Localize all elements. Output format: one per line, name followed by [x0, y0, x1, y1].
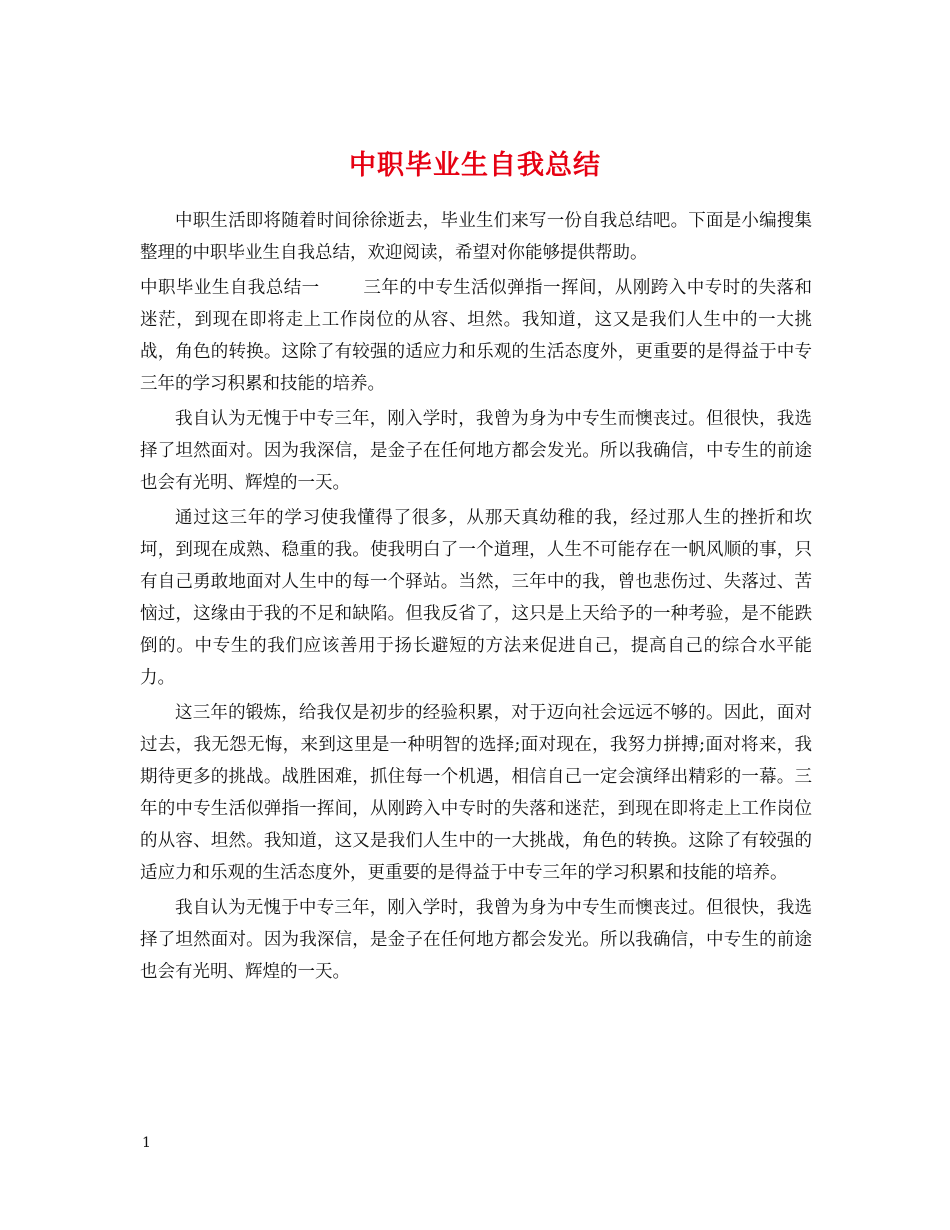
body-paragraph: 我自认为无愧于中专三年，刚入学时，我曾为身为中专生而懊丧过。但很快，我选择了坦然面对。因为我深信，是金子在任何地方都会发光。所以我确信，中专生的前途也会有光明、辉煌的一天。 — [140, 898, 812, 982]
section-first-paragraph — [140, 272, 812, 400]
body-paragraph: 这三年的锻炼，给我仅是初步的经验积累，对于迈向社会远远不够的。因此，面对过去，我无怨无悔，来到这里是一种明智的选择;面对现在，我努力拼搏;面对将来，我期待更多的挑战。战胜困难，抓住每一个机遇，相信自己一定会演绎出精彩的一幕。三年的中专生活似弹指一挥间，从刚跨入中专时的失落和迷茫，到现在即将走上工作岗位的从容、坦然。我知道，这又是我们人生中的一大挑战，角色的转换。这除了有较强的适应力和乐观的生活态度外，更重要的是得益于中专三年的学习积累和技能的培养。 — [140, 703, 812, 883]
page-number: 1 — [142, 1135, 151, 1151]
intro-paragraph: 中职生活即将随着时间徐徐逝去，毕业生们来写一份自我总结吧。下面是小编搜集整理的中职毕业生自我总结，欢迎阅读，希望对你能够提供帮助。 — [140, 211, 812, 263]
body-paragraph: 通过这三年的学习使我懂得了很多，从那天真幼稚的我，经过那人生的挫折和坎坷，到现在成熟、稳重的我。使我明白了一个道理，人生不可能存在一帆风顺的事，只有自己勇敢地面对人生中的每一个驿站。当然，三年中的我，曾也悲伤过、失落过、苦恼过，这缘由于我的不足和缺陷。但我反省了，这只是上天给予的一种考验，是不能跌倒的。中专生的我们应该善用于扬长避短的方法来促进自己，提高自己的综合水平能力。 — [140, 508, 812, 688]
section-label: 中职毕业生自我总结一 — [140, 278, 320, 298]
document-body — [140, 205, 812, 988]
body-paragraph: 我自认为无愧于中专三年，刚入学时，我曾为身为中专生而懊丧过。但很快，我选择了坦然面对。因为我深信，是金子在任何地方都会发光。所以我确信，中专生的前途也会有光明、辉煌的一天。 — [140, 409, 812, 493]
section-first-text: 三年的中专生活似弹指一挥间，从刚跨入中专时的失落和迷茫，到现在即将走上工作岗位的从容、坦然。我知道，这又是我们人生中的一大挑战，角色的转换。这除了有较强的适应力和乐观的生活态度外，更重要的是得益于中专三年的学习积累和技能的培养。 — [140, 278, 813, 394]
document-title: 中职毕业生自我总结 — [349, 150, 601, 182]
